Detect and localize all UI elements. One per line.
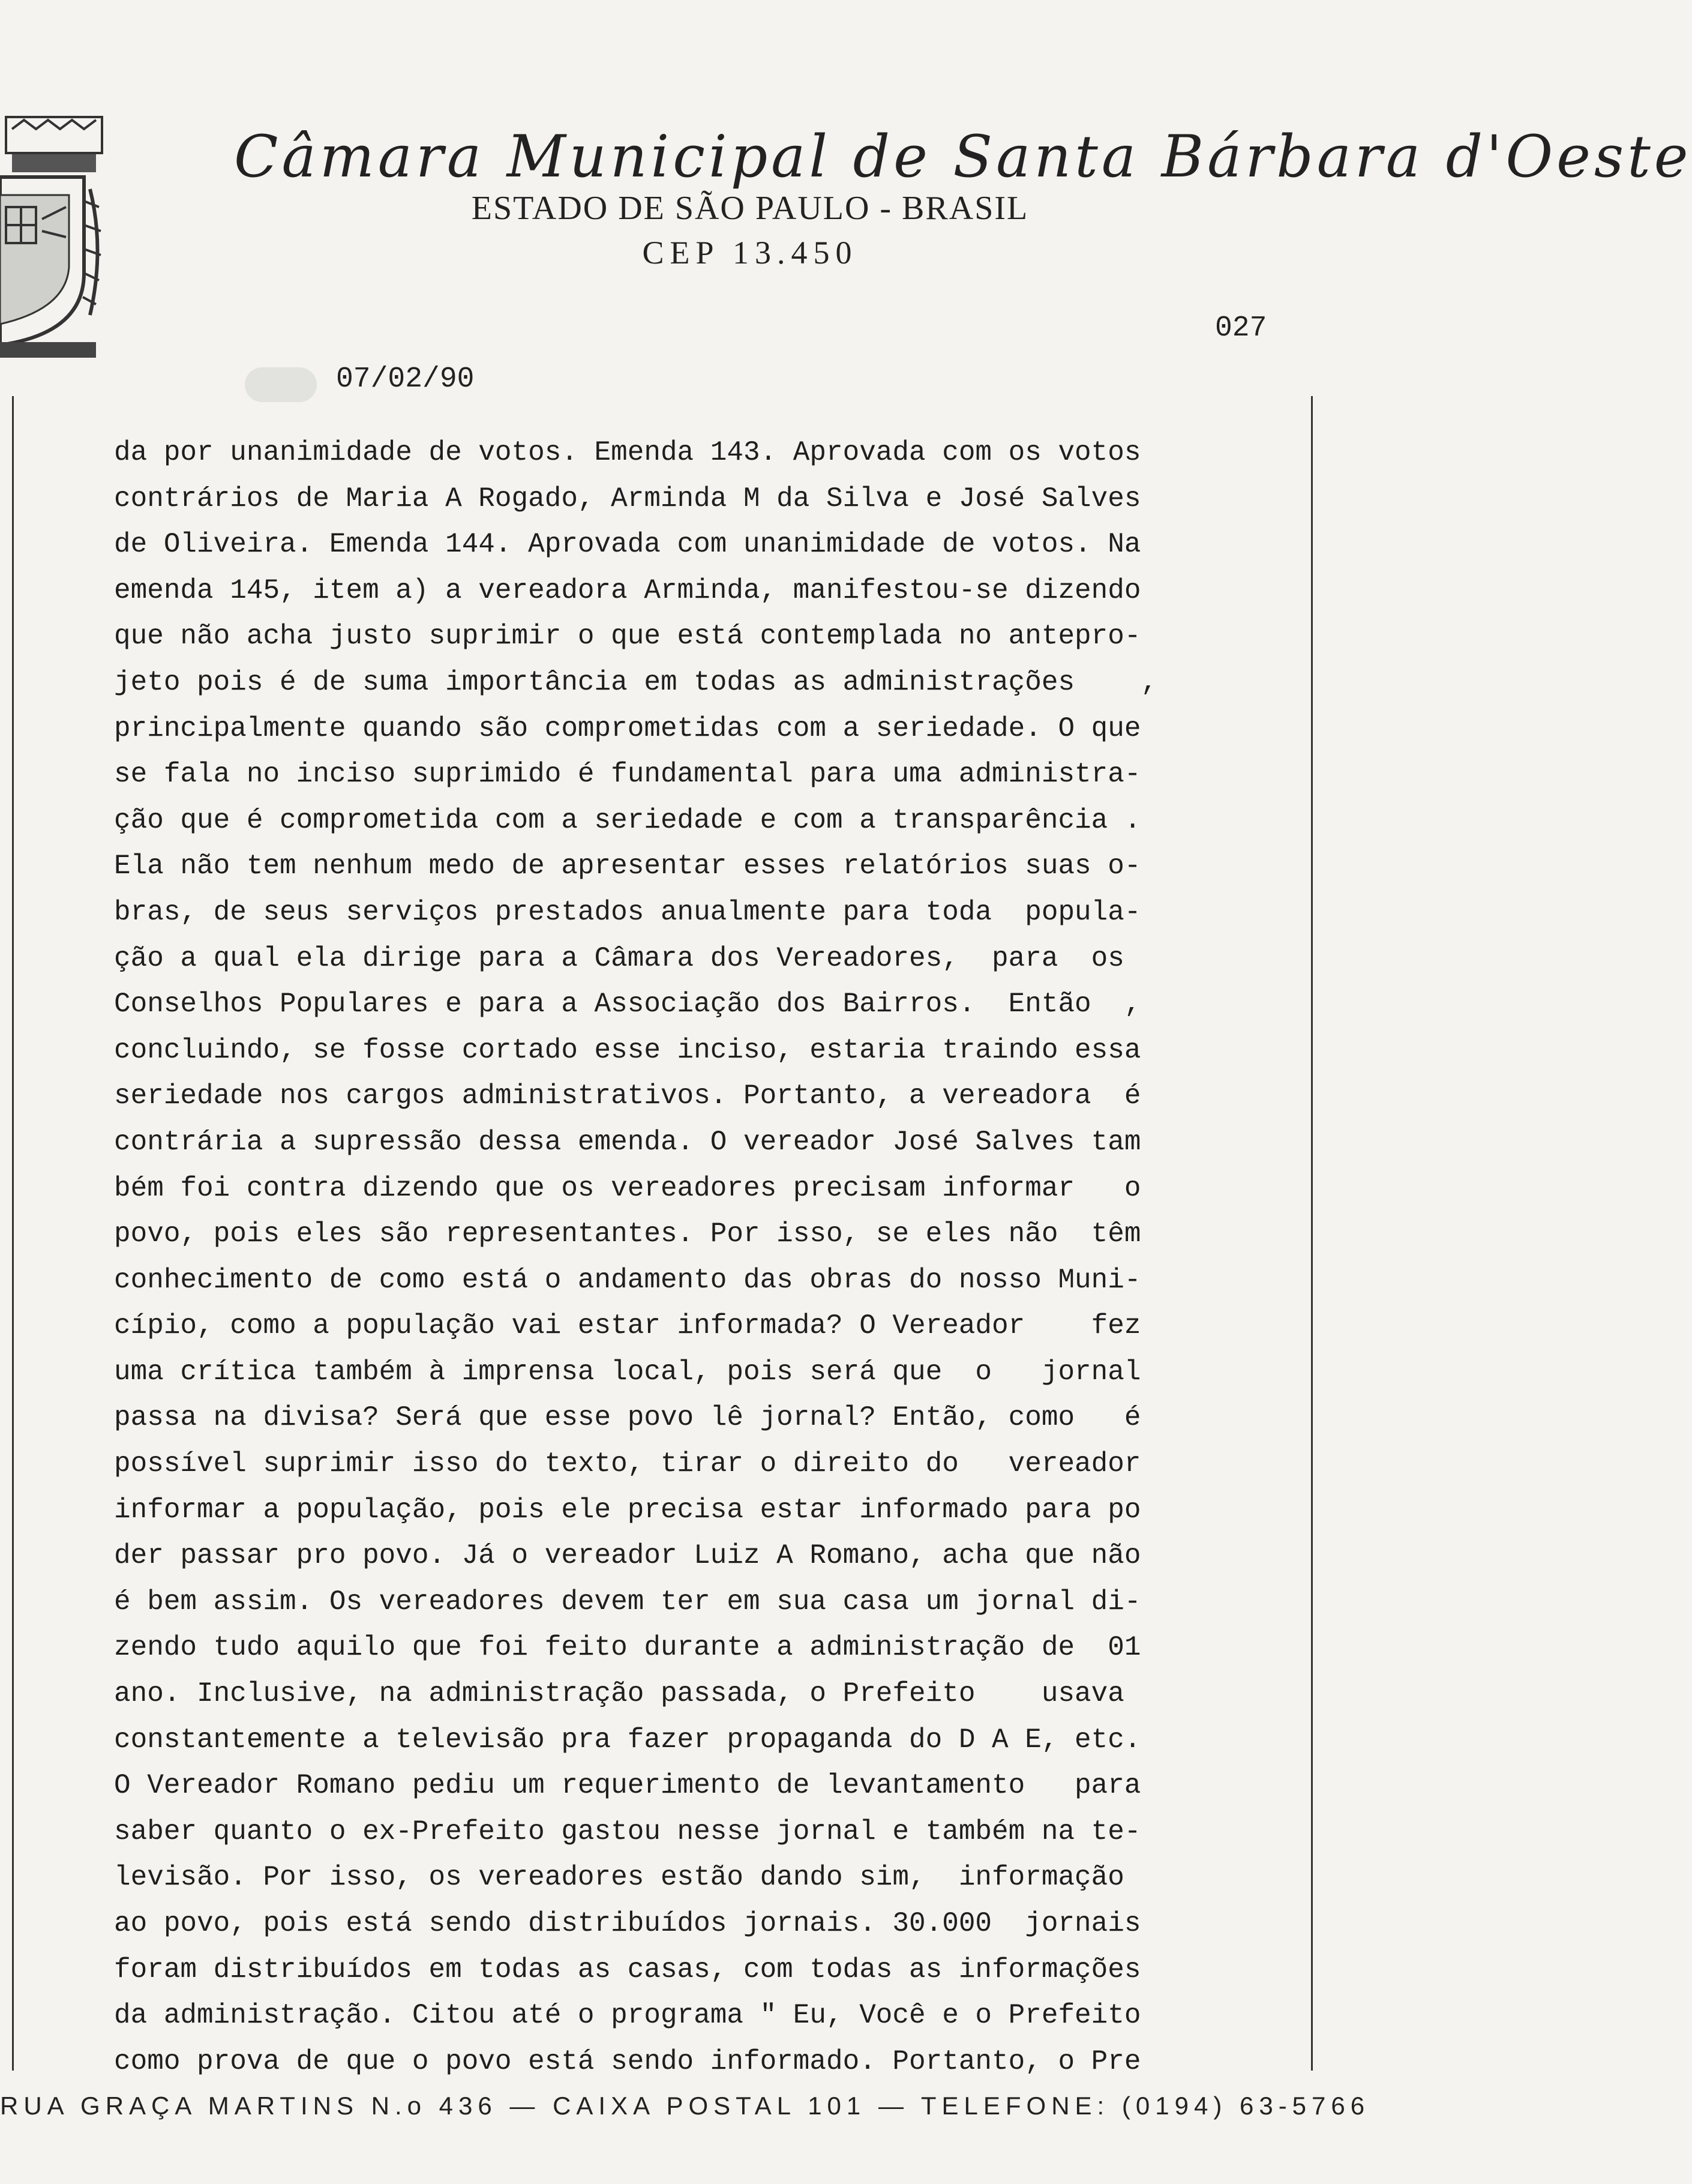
- text-line: como prova de que o povo está sendo informado. Portanto, o Pre: [114, 2045, 1141, 2077]
- text-line: bras, de seus serviços prestados anualmente para toda popula-: [114, 896, 1141, 928]
- text-line: da administração. Citou até o programa " Eu, Você e o Prefeito: [114, 2000, 1141, 2032]
- text-line: Conselhos Populares e para a Associação dos Bairros. Então ,: [114, 988, 1141, 1020]
- text-line: Ela não tem nenhum medo de apresentar esses relatórios suas o-: [114, 850, 1141, 882]
- ink-smudge: [245, 367, 317, 402]
- text-line: cípio, como a população vai estar informada? O Vereador fez: [114, 1310, 1141, 1342]
- text-line: é bem assim. Os vereadores devem ter em sua casa um jornal di-: [114, 1586, 1141, 1617]
- state-line: ESTADO DE SÃO PAULO - BRASIL: [471, 190, 1029, 227]
- text-line: contrária a supressão dessa emenda. O vereador José Salves tam: [114, 1126, 1141, 1158]
- text-line: contrários de Maria A Rogado, Arminda M da Silva e José Salves: [114, 483, 1141, 514]
- text-line: passa na divisa? Será que esse povo lê jornal? Então, como é: [114, 1402, 1141, 1434]
- text-line: ção que é comprometida com a seriedade e com a transparência .: [114, 804, 1141, 836]
- text-line: levisão. Por isso, os vereadores estão dando sim, informação: [114, 1862, 1124, 1894]
- text-line: zendo tudo aquilo que foi feito durante a administração de 01: [114, 1632, 1141, 1664]
- text-line: ao povo, pois está sendo distribuídos jornais. 30.000 jornais: [114, 1908, 1141, 1939]
- text-line: se fala no inciso suprimido é fundamental para uma administra-: [114, 759, 1141, 790]
- text-line: uma crítica também à imprensa local, pois será que o jornal: [114, 1356, 1141, 1388]
- text-line: O Vereador Romano pediu um requerimento de levantamento para: [114, 1770, 1141, 1802]
- text-line: seriedade nos cargos administrativos. Portanto, a vereadora é: [114, 1080, 1141, 1112]
- text-line: constantemente a televisão pra fazer propaganda do D A E, etc.: [114, 1724, 1141, 1755]
- text-line: bém foi contra dizendo que os vereadores precisam informar o: [114, 1172, 1141, 1204]
- minutes-text: [114, 430, 1266, 2084]
- text-line: informar a população, pois ele precisa estar informado para po: [114, 1494, 1141, 1526]
- text-line: principalmente quando são comprometidas com a seriedade. O que: [114, 712, 1141, 744]
- right-margin-line: [1311, 396, 1313, 2071]
- page-number: 027: [1215, 312, 1267, 344]
- text-line: jeto pois é de suma importância em todas as administrações ,: [114, 666, 1158, 698]
- text-line: ano. Inclusive, na administração passada, o Prefeito usava: [114, 1678, 1124, 1710]
- text-line: de Oliveira. Emenda 144. Aprovada com unanimidade de votos. Na: [114, 529, 1141, 561]
- council-title: Câmara Municipal de Santa Bárbara d'Oeste: [234, 123, 1692, 190]
- text-line: ção a qual ela dirige para a Câmara dos Vereadores, para os: [114, 942, 1124, 974]
- text-line: da por unanimidade de votos. Emenda 143. Aprovada com os votos: [114, 437, 1141, 468]
- text-line: possível suprimir isso do texto, tirar o direito do vereador: [114, 1448, 1141, 1480]
- municipal-coat-of-arms-icon: [0, 117, 108, 363]
- text-line: der passar pro povo. Já o vereador Luiz A Romano, acha que não: [114, 1540, 1141, 1572]
- document-date: 07/02/90: [336, 363, 475, 396]
- text-line: concluindo, se fosse cortado esse inciso, estaria traindo essa: [114, 1034, 1141, 1066]
- text-line: emenda 145, item a) a vereadora Arminda, manifestou-se dizendo: [114, 574, 1141, 606]
- text-line: saber quanto o ex-Prefeito gastou nesse jornal e também na te-: [114, 1815, 1141, 1847]
- text-line: povo, pois eles são representantes. Por isso, se eles não têm: [114, 1218, 1141, 1250]
- left-margin-line: [12, 396, 14, 2071]
- text-line: foram distribuídos em todas as casas, com todas as informações: [114, 1954, 1141, 1985]
- footer-address: RUA GRAÇA MARTINS N.o 436 — CAIXA POSTAL 101 — TELEFONE: (0194) 63-5766: [0, 2092, 1370, 2120]
- text-line: que não acha justo suprimir o que está contemplada no antepro-: [114, 621, 1141, 652]
- postal-code: CEP 13.450: [642, 235, 858, 271]
- text-line: conhecimento de como está o andamento das obras do nosso Muni-: [114, 1264, 1141, 1296]
